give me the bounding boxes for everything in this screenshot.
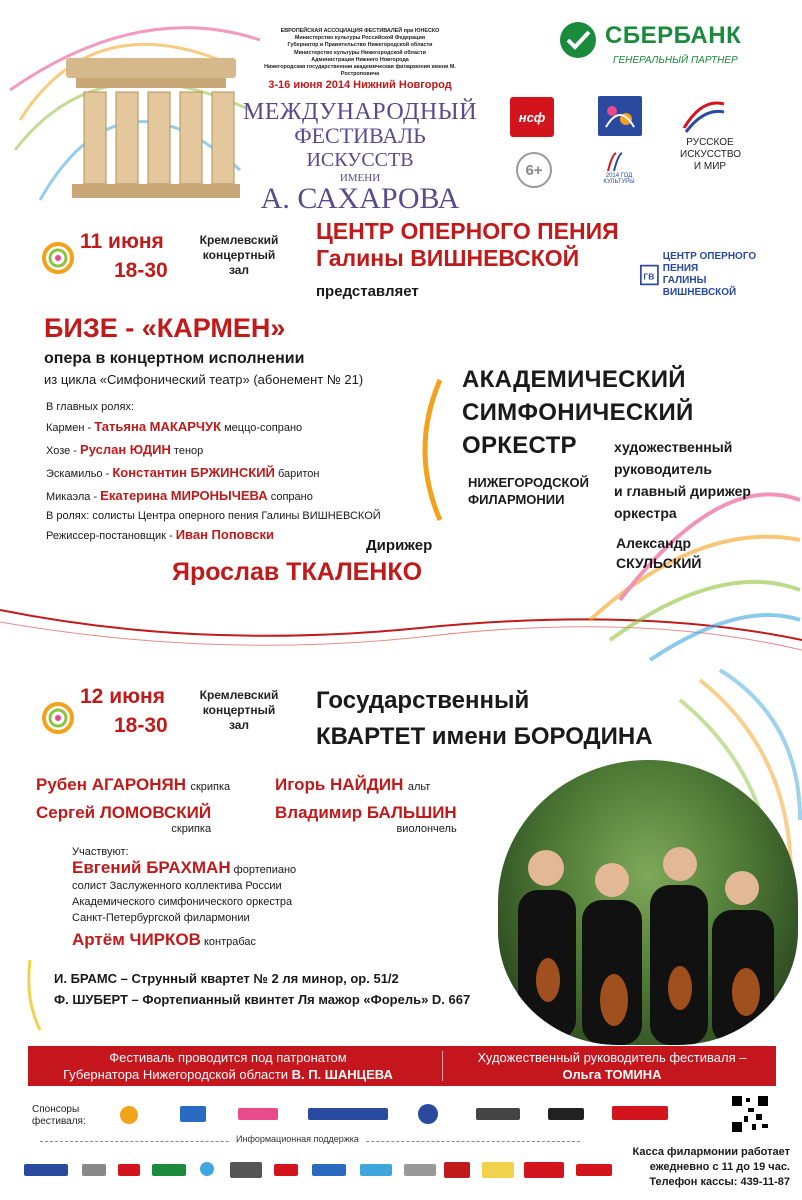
player-name: Игорь НАЙДИН — [275, 775, 404, 794]
player-2 — [275, 775, 430, 795]
nsf-logo-text: нсф — [518, 109, 546, 125]
media-logo — [118, 1164, 140, 1176]
festival-title-line: ИМЕНИ — [339, 172, 381, 184]
player-role: виолончель — [396, 823, 457, 835]
program — [54, 968, 470, 1010]
sponsor-logo — [180, 1106, 206, 1122]
festival-title-line: ИСКУССТВ — [306, 149, 414, 171]
media-logo — [274, 1164, 298, 1176]
cast-role: Кармен - — [46, 422, 95, 434]
guest1-desc-line: солист Заслуженного коллектива России — [72, 880, 282, 892]
opera-center-logo-line: ГАЛИНЫ ВИШНЕВСКОЙ — [662, 275, 737, 298]
conductor-name: Ярослав ТКАЛЕНКО — [172, 558, 423, 586]
festival-art-director — [448, 1049, 776, 1083]
player-1 — [36, 775, 230, 795]
media-logo — [82, 1164, 106, 1176]
media-logo — [524, 1162, 564, 1178]
art-director-line: и главный дирижер — [614, 483, 751, 499]
svg-text:ГВ: ГВ — [643, 271, 655, 282]
cast-name: Екатерина МИРОНЫЧЕВА — [100, 488, 268, 503]
cast-item — [46, 416, 381, 439]
orchestra-title-line: ОРКЕСТР — [462, 432, 577, 459]
organizer-line: Министерство культуры Российской Федерации — [294, 35, 426, 42]
cast-name: Татьяна МАКАРЧУК — [94, 419, 222, 434]
director-name: Иван Поповски — [175, 527, 275, 542]
art-director-line: художественный — [614, 439, 733, 455]
sponsor-logo — [418, 1104, 438, 1124]
footer-bar — [28, 1046, 776, 1086]
cast-voice: меццо-сопрано — [221, 422, 303, 434]
program-item: Ф. ШУБЕРТ – Фортепианный квинтет Ля мажор «Форель» D. 667 — [54, 992, 471, 1007]
quartet-photo — [498, 760, 798, 1045]
cast-voice: баритон — [274, 468, 320, 480]
media-logo — [152, 1164, 186, 1176]
presenter-line: ЦЕНТР ОПЕРНОГО ПЕНИЯ — [316, 218, 619, 244]
nsf-logo — [510, 97, 554, 137]
sponsor-name: СБЕРБАНК — [605, 22, 742, 49]
event1-venue — [197, 233, 281, 278]
age-rating-badge — [516, 152, 552, 188]
player-3 — [36, 803, 211, 835]
media-logo — [200, 1162, 214, 1176]
soloists-line: В ролях: солисты Центра оперного пения Галины ВИШНЕВСКОЙ — [46, 510, 381, 522]
media-logo — [404, 1164, 436, 1176]
cast-voice: сопрано — [267, 491, 313, 503]
patronage-line — [28, 1066, 428, 1083]
orchestra-conductor-line: СКУЛЬСКИЙ — [616, 555, 702, 571]
director-line — [46, 524, 381, 547]
art-director-line: оркестра — [614, 505, 677, 521]
event2-date: 12 июня — [80, 685, 165, 708]
guest1 — [72, 858, 296, 878]
patronage-prefix: Губернатора Нижегородской области — [63, 1067, 292, 1082]
event1-date: 11 июня — [80, 230, 164, 253]
organizers-list — [250, 28, 470, 78]
festival-xiii-logo — [66, 56, 246, 206]
guest1-desc-line: Академического симфонического оркестра — [72, 896, 293, 908]
venue-line: концертный — [202, 703, 276, 717]
conductor-label: Дирижер — [366, 537, 433, 554]
media-logos-row — [24, 1160, 614, 1180]
player-name: Сергей ЛОМОВСКИЙ — [36, 803, 212, 822]
program-item: И. БРАМС – Струнный квартет № 2 ля минор, ор. 51/2 — [54, 971, 399, 986]
footer-divider — [442, 1051, 443, 1081]
opera-title: БИЗЕ - «КАРМЕН» — [44, 313, 286, 343]
russian-art-logo — [682, 98, 726, 134]
cast-item — [46, 485, 381, 508]
organizer-line: Нижегородская государственная академическая филармония имени М. Ростроповича — [264, 64, 456, 78]
participate-label: Участвуют: — [72, 846, 129, 858]
orchestra-conductor — [616, 533, 702, 573]
event1-time: 18-30 — [114, 259, 168, 282]
media-logo — [312, 1164, 346, 1176]
venue-line: Кремлевский — [199, 688, 279, 702]
cast-item — [46, 462, 381, 485]
guests-block — [72, 846, 296, 950]
media-logo — [360, 1164, 392, 1176]
orchestra-subtitle — [468, 474, 589, 508]
sponsor-logo — [238, 1108, 278, 1120]
cast-voice: тенор — [170, 445, 204, 457]
patronage-line: Фестиваль проводится под патронатом — [109, 1050, 347, 1065]
event2-title-line: КВАРТЕТ имени БОРОДИНА — [316, 723, 653, 750]
venue-line: Кремлевский — [199, 233, 279, 247]
festival-art-director-name: Ольга ТОМИНА — [562, 1067, 662, 1082]
player-name: Владимир БАЛЬШИН — [275, 803, 457, 822]
sponsor-logo — [612, 1106, 668, 1120]
presenter-line: Галины ВИШНЕВСКОЙ — [316, 245, 580, 271]
russian-art-text: РУССКОЕ ИСКУССТВО И МИР — [680, 137, 742, 172]
guest1-role: фортепиано — [230, 864, 297, 876]
festival-title — [240, 100, 480, 214]
festival-art-director-line: Художественный руководитель фестиваля – — [477, 1050, 747, 1065]
box-office-line: ежедневно с 11 до 19 час. — [649, 1161, 790, 1173]
box-office-line: Телефон кассы: 439-11-87 — [649, 1176, 790, 1188]
organizer-line: ЕВРОПЕЙСКАЯ АССОЦИАЦИЯ ФЕСТИВАЛЕЙ при ЮНЕСКО — [280, 28, 440, 34]
media-logo — [24, 1164, 68, 1176]
orchestra-art-director — [614, 436, 751, 524]
orchestra-title-line: АКАДЕМИЧЕСКИЙ — [462, 366, 686, 393]
box-office-line: Касса филармонии работает — [632, 1146, 790, 1158]
orchestra-title-line: СИМФОНИЧЕСКИЙ — [462, 399, 694, 426]
organizer-line: Администрация Нижнего Новгорода — [311, 56, 409, 63]
cast-role: Эскамильо - — [46, 468, 113, 480]
guest2 — [72, 930, 296, 950]
guest2-role: контрабас — [200, 936, 257, 948]
media-logo — [482, 1162, 514, 1178]
info-support-label: Информационная поддержка — [230, 1134, 365, 1144]
festival-title-line: МЕЖДУНАРОДНЫЙ — [242, 99, 478, 125]
sponsor-logos-row — [100, 1100, 700, 1128]
venue-line: зал — [228, 718, 250, 732]
sponsor-logo — [120, 1106, 138, 1124]
festival-title-line: ФЕСТИВАЛЬ — [294, 123, 426, 148]
qr-code — [730, 1094, 770, 1134]
director-role: Режиссер-постановщик - — [46, 530, 176, 542]
player-role: альт — [407, 781, 431, 793]
sponsors-label: Спонсоры фестиваля: — [32, 1104, 86, 1127]
cast-name: Константин БРЖИНСКИЙ — [112, 465, 275, 480]
organizer-line: Губернатор и Правительство Нижегородской области — [287, 42, 433, 49]
opera-cycle: из цикла «Симфонический театр» (абонемент № 21) — [44, 372, 364, 387]
venue-line: концертный — [202, 248, 276, 262]
cast-name: Руслан ЮДИН — [80, 442, 171, 457]
player-role: скрипка — [190, 781, 231, 793]
player-4 — [275, 803, 457, 835]
patronage-text — [28, 1049, 428, 1083]
event2-title-line: Государственный — [316, 687, 530, 714]
player-name: Рубен АГАРОНЯН — [36, 775, 186, 794]
event1-presenter — [316, 218, 676, 272]
event1-presents: представляет — [316, 283, 419, 300]
event2-venue — [197, 688, 281, 733]
age-rating-text: 6+ — [525, 161, 543, 179]
event2-time: 18-30 — [114, 714, 168, 737]
opera-center-logo — [640, 251, 775, 298]
festival-dates: 3-16 июня 2014 Нижний Новгород — [268, 79, 452, 91]
cast-role: Хозе - — [46, 445, 81, 457]
media-logo — [444, 1162, 470, 1178]
opera-subtitle: опера в концертном исполнении — [44, 350, 305, 367]
festival-title-line: А. САХАРОВА — [260, 182, 460, 215]
cast-header: В главных ролях: — [46, 401, 135, 413]
sponsor-logo — [308, 1108, 388, 1120]
year-of-culture-text: 2014 ГОД КУЛЬТУРЫ — [603, 173, 635, 185]
guest1-description — [72, 878, 296, 926]
guest1-desc-line: Санкт-Петербургской филармонии — [72, 912, 250, 924]
festival-mini-icon — [40, 240, 76, 276]
event2-title — [316, 683, 653, 755]
orchestra-sub-line: НИЖЕГОРОДСКОЙ — [468, 475, 589, 490]
opera-center-logo-line: ЦЕНТР ОПЕРНОГО ПЕНИЯ — [662, 251, 757, 274]
art-director-line: руководитель — [614, 461, 712, 477]
cast-list — [46, 398, 381, 547]
box-office-info — [600, 1145, 790, 1190]
guest1-name: Евгений БРАХМАН — [72, 858, 231, 877]
sponsor-role: ГЕНЕРАЛЬНЫЙ ПАРТНЕР — [613, 55, 738, 66]
media-logo — [230, 1162, 262, 1178]
sberbank-logo-icon — [558, 20, 598, 60]
philharmonic-logo — [598, 96, 642, 136]
cast-role: Микаэла - — [46, 491, 101, 503]
sponsor-logo — [476, 1108, 520, 1120]
venue-line: зал — [228, 263, 250, 277]
sponsor-logo — [548, 1108, 584, 1120]
festival-mini-icon — [40, 700, 76, 736]
patron-name: В. П. ШАНЦЕВА — [291, 1067, 393, 1082]
orchestra-sub-line: ФИЛАРМОНИИ — [468, 492, 565, 507]
cast-item — [46, 439, 381, 462]
organizer-line: Министерство культуры Нижегородской области — [294, 49, 426, 56]
player-role: скрипка — [171, 823, 212, 835]
year-of-culture-logo — [594, 148, 644, 188]
orchestra-conductor-line: Александр — [616, 535, 692, 551]
guest2-name: Артём ЧИРКОВ — [72, 930, 201, 949]
